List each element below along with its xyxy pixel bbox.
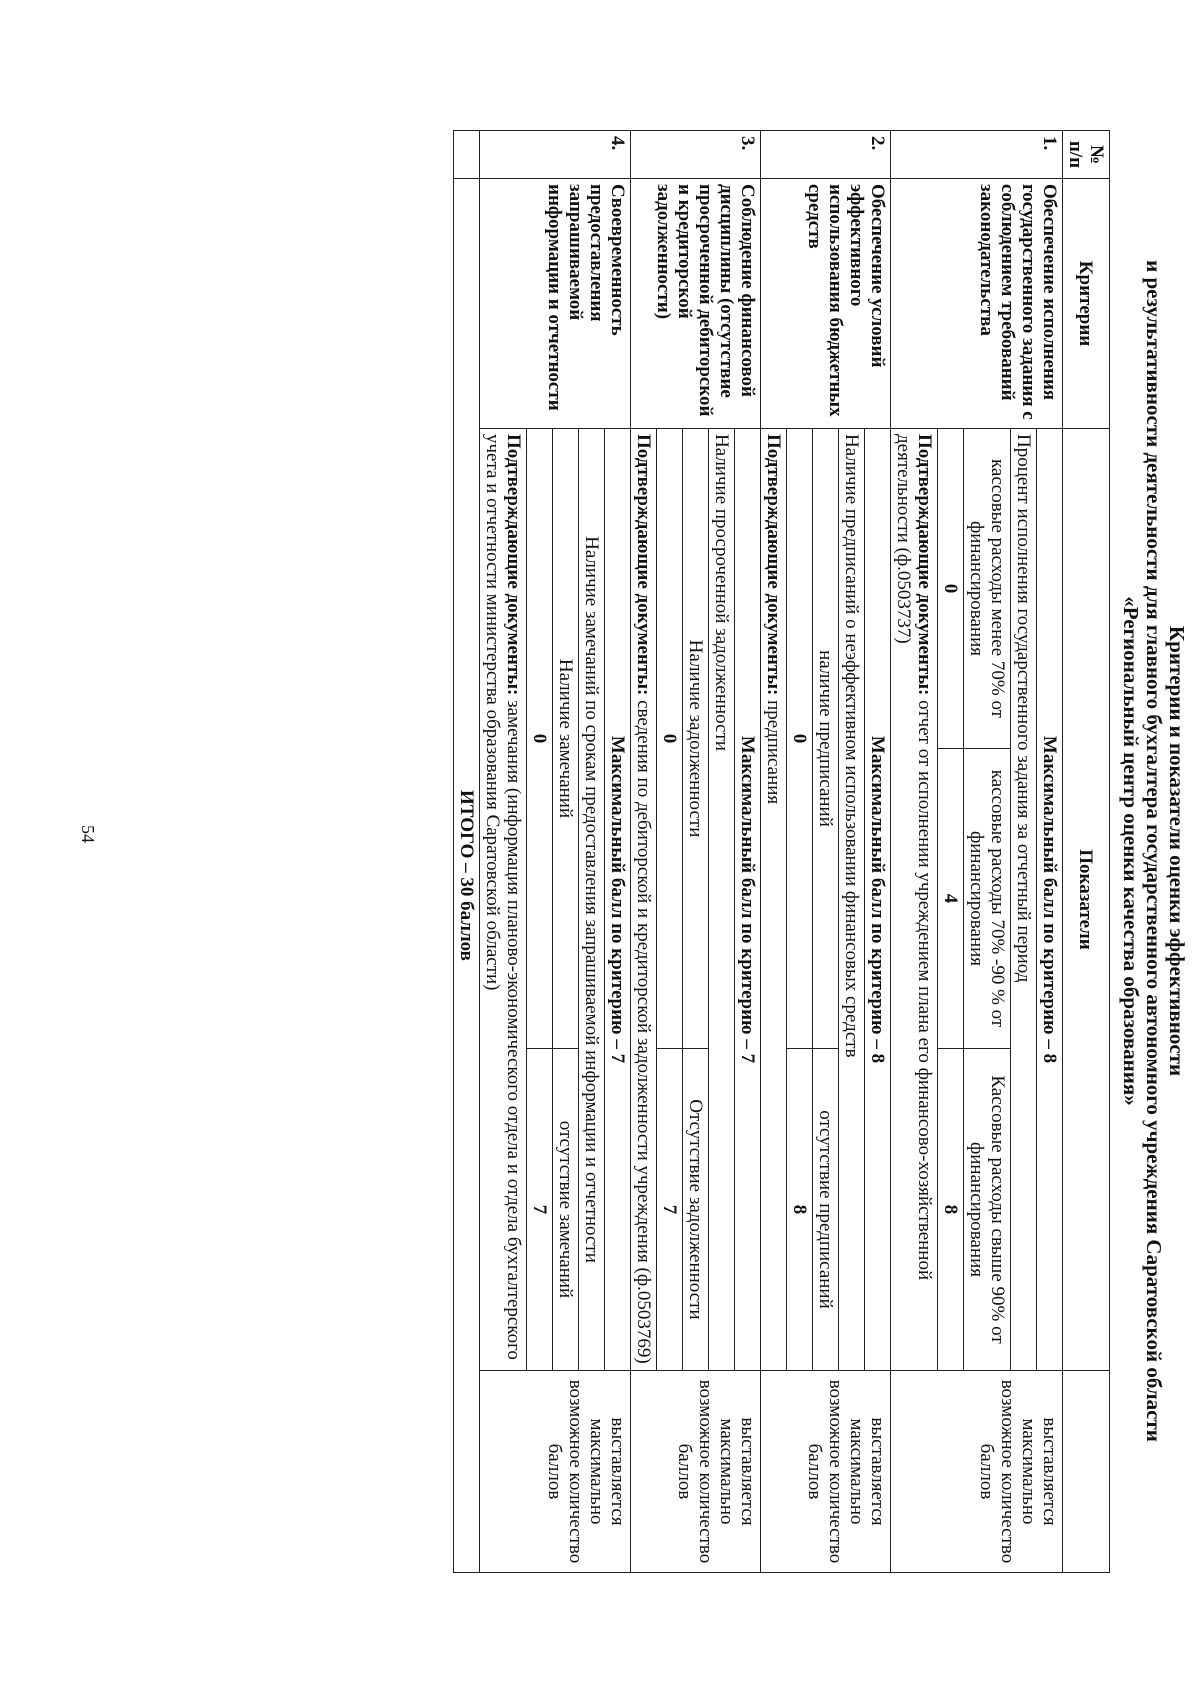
title-line-2: и результативности деятельности для главного бухгалтера государственного автономного учреждения Саратовской области [1142, 260, 1166, 1442]
table-row [605, 131, 631, 1573]
docs-label: Подтверждающие документы: [503, 434, 524, 696]
indicator-option: Отсутствие задолженности [683, 1049, 709, 1371]
indicator-option: Кассовые расходы свыше 90% от финансирования [964, 1049, 1011, 1371]
docs-label: Подтверждающие документы: [633, 434, 654, 696]
option-score: 0 [787, 429, 813, 1049]
indicator-subtitle: Процент исполнения государственного задания за отчетный период [1011, 429, 1037, 1371]
docs-label: Подтверждающие документы: [763, 434, 784, 696]
header-empty [1063, 1371, 1110, 1573]
score-note: выставляется максимально возможное количество баллов [480, 1371, 631, 1573]
indicator-subtitle: Наличие просроченной задолженности [709, 429, 735, 1371]
table-row [1037, 131, 1063, 1573]
score-note: выставляется максимально возможное количество баллов [761, 1371, 891, 1573]
indicator-option: кассовые расходы менее 70% от финансирования [964, 429, 1011, 749]
option-score: 8 [787, 1049, 813, 1371]
document-title [1119, 130, 1188, 1572]
docs-label: Подтверждающие документы: [914, 434, 935, 696]
max-score: Максимальный балл по критерию – 8 [865, 429, 891, 1371]
docs-text: отчет от исполнении учреждением плана его финансово-хозяйственной деятельности (ф.0503737) [893, 434, 935, 1281]
criterion-name: Соблюдение финансовой дисциплины (отсутствие просроченной дебиторской и кредиторской задолженности) [631, 179, 761, 429]
row-number: 2. [761, 131, 891, 179]
indicator-subtitle: Наличие предписаний о неэффективном использовании финансовых средств [839, 429, 865, 1371]
indicator-option: Наличие замечаний [553, 429, 579, 1049]
total-empty-cell [454, 131, 480, 179]
row-number: 1. [891, 131, 1063, 179]
criteria-table [453, 130, 1110, 1573]
header-num: № п/п [1063, 131, 1110, 179]
criterion-name: Обеспечение исполнения государственного задания с соблюдением требований законодательства [891, 179, 1063, 429]
indicator-option: Наличие задолженности [683, 429, 709, 1049]
option-score: 4 [938, 749, 964, 1049]
option-score: 0 [938, 429, 964, 749]
indicator-option: кассовые расходы 70% -90 % от финансирования [964, 749, 1011, 1049]
title-line-1: Критерии и показатели оценки эффективности [1165, 625, 1189, 1077]
max-score: Максимальный балл по критерию – 7 [605, 429, 631, 1371]
option-score: 7 [657, 1049, 683, 1371]
total-text: ИТОГО – 30 баллов [454, 179, 480, 1573]
supporting-documents [891, 429, 938, 1371]
header-criteria: Критерии [1063, 179, 1110, 429]
indicator-option: отсутствие замечаний [553, 1049, 579, 1371]
option-score: 8 [938, 1049, 964, 1371]
docs-text: сведения по дебиторской и кредиторской задолженности учреждения (ф.0503769) [633, 700, 654, 1364]
option-score: 0 [527, 429, 553, 1049]
table-header-row [1063, 131, 1110, 1573]
table-row [865, 131, 891, 1573]
option-score: 0 [657, 429, 683, 1049]
header-indicators: Показатели [1063, 429, 1110, 1371]
option-score: 7 [527, 1049, 553, 1371]
total-row [454, 131, 480, 1573]
score-note: выставляется максимально возможное количество баллов [631, 1371, 761, 1573]
row-number: 4. [480, 131, 631, 179]
criterion-name: Обеспечение условий эффективного использования бюджетных средств [761, 179, 891, 429]
docs-text: замечания (информация планово-экономического отдела и отдела бухгалтерского учета и отчетности министерства образования Саратовской области) [482, 434, 524, 1360]
max-score: Максимальный балл по критерию – 8 [1037, 429, 1063, 1371]
table-row [735, 131, 761, 1573]
row-number: 3. [631, 131, 761, 179]
max-score: Максимальный балл по критерию – 7 [735, 429, 761, 1371]
supporting-documents [761, 429, 787, 1371]
supporting-documents [631, 429, 657, 1371]
docs-text: предписания [763, 700, 784, 805]
supporting-documents [480, 429, 527, 1371]
criterion-name: Своевременность предоставления запрашиваемой информации и отчетности [480, 179, 631, 429]
indicator-subtitle: Наличие замечаний по срокам предоставления запрашиваемой информации и отчетности [579, 429, 605, 1371]
indicator-option: наличие предписаний [813, 429, 839, 1049]
score-note: выставляется максимально возможное количество баллов [891, 1371, 1063, 1573]
indicator-option: отсутствие предписаний [813, 1049, 839, 1371]
page-number: 54 [78, 825, 98, 843]
title-line-3: «Региональный центр оценки качества образования» [1119, 596, 1143, 1106]
